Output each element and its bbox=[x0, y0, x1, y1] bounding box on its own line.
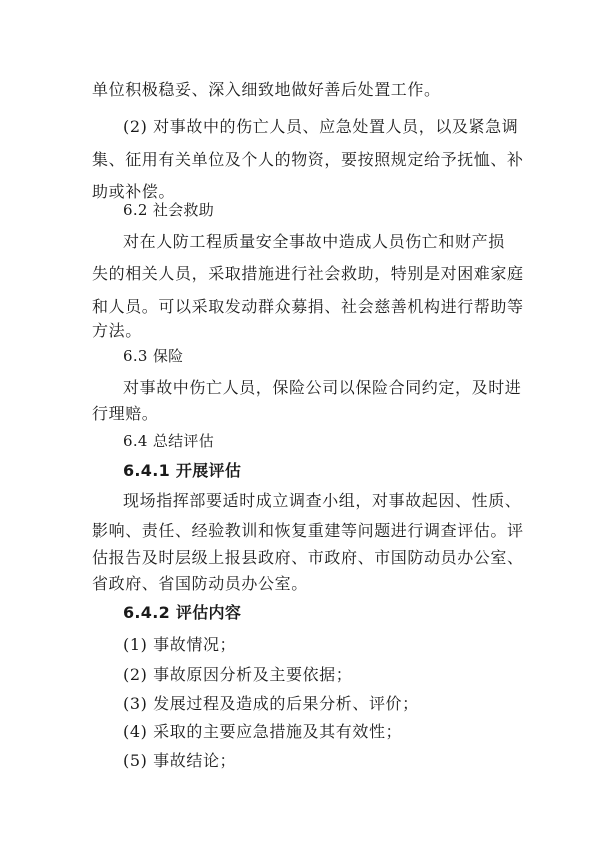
paragraph-line: 对在人防工程质量安全事故中造成人员伤亡和财产损 bbox=[123, 232, 505, 251]
subsection-heading-6-4-1: 6.4.1 开展评估 bbox=[123, 461, 242, 480]
paragraph-line: 单位积极稳妥、深入细致地做好善后处置工作。 bbox=[92, 80, 441, 99]
paragraph-line: 和人员。可以采取发动群众募捐、社会慈善机构进行帮助等 bbox=[92, 297, 524, 316]
paragraph-line: 对事故中伤亡人员，保险公司以保险合同约定，及时进 bbox=[123, 378, 522, 397]
section-heading-6-3: 6.3 保险 bbox=[123, 347, 184, 365]
paragraph-line: 集、征用有关单位及个人的物资，要按照规定给予抚恤、补 bbox=[92, 150, 524, 169]
section-heading-6-2: 6.2 社会救助 bbox=[123, 201, 215, 219]
paragraph-line: 影响、责任、经验教训和恢复重建等问题进行调查评估。评 bbox=[92, 521, 524, 540]
list-item: (2) 事故原因分析及主要依据； bbox=[123, 665, 353, 684]
paragraph-line: 方法。 bbox=[92, 321, 142, 340]
list-item: (4) 采取的主要应急措施及其有效性； bbox=[123, 722, 403, 741]
paragraph-line: 现场指挥部要适时成立调查小组，对事故起因、性质、 bbox=[123, 491, 522, 510]
paragraph-line: 失的相关人员，采取措施进行社会救助，特别是对困难家庭 bbox=[92, 264, 524, 283]
section-heading-6-4: 6.4 总结评估 bbox=[123, 432, 215, 450]
list-item: (3) 发展过程及造成的后果分析、评价； bbox=[123, 694, 419, 713]
paragraph-line: (2) 对事故中的伤亡人员、应急处置人员，以及紧急调 bbox=[123, 117, 519, 136]
list-item: (1) 事故情况； bbox=[123, 635, 237, 654]
paragraph-line: 估报告及时层级上报县政府、市政府、市国防动员办公室、 bbox=[92, 548, 524, 567]
paragraph-line: 省政府、省国防动员办公室。 bbox=[92, 574, 308, 593]
subsection-heading-6-4-2: 6.4.2 评估内容 bbox=[123, 603, 242, 622]
list-item: (5) 事故结论； bbox=[123, 751, 237, 770]
paragraph-line: 行理赔。 bbox=[92, 404, 159, 423]
paragraph-line: 助或补偿。 bbox=[92, 182, 176, 201]
